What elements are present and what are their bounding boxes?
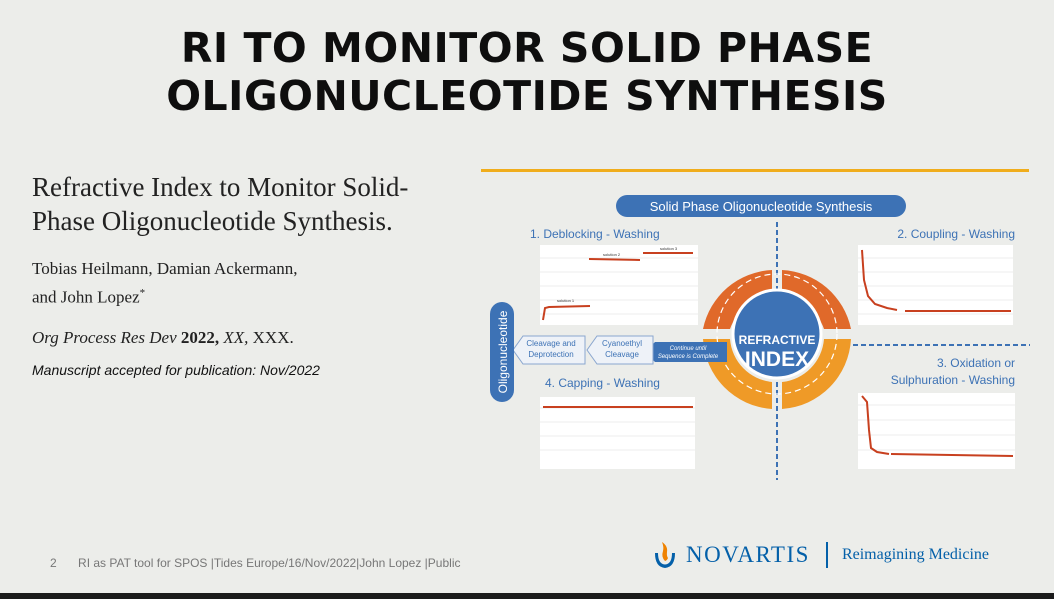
accent-rule (481, 169, 1029, 172)
continue-line2: Sequence is Complete (657, 354, 719, 360)
plot1-series-b (589, 259, 640, 260)
authors-line1: Tobias Heilmann, Damian Ackermann, (32, 259, 298, 278)
plot2-area (858, 245, 1013, 325)
solution-label-1: solution 1 (557, 298, 575, 303)
journal-name: Org Process Res Dev (32, 327, 177, 347)
footer-text: RI as PAT tool for SPOS |Tides Europe/16/Nov/2022|John Lopez |Public (78, 556, 461, 570)
novartis-logo (652, 537, 989, 573)
hub-label-line2: INDEX (744, 348, 810, 371)
step3-label-line1: 3. Oxidation or (936, 356, 1015, 370)
cleavage-line1: Cleavage and (526, 339, 576, 348)
slide-title-line1: RI TO MONITOR SOLID PHASE (180, 24, 874, 72)
solution-label-2: solution 2 (603, 252, 621, 257)
paper-title: Refractive Index to Monitor Solid-Phase Oligonucleotide Synthesis. (32, 172, 409, 236)
diagram-header: Solid Phase Oligonucleotide Synthesis (649, 199, 873, 214)
authors-line2: and John Lopez (32, 287, 140, 307)
journal-year: 2022, (180, 327, 220, 347)
plot-capping (540, 397, 695, 469)
corresponding-author-mark: * (139, 287, 146, 299)
journal-reference (32, 328, 462, 348)
accepted-note: Manuscript accepted for publication: Nov/2022 (32, 361, 320, 378)
journal-volume: XX, (223, 327, 249, 347)
cyanoethyl-line2: Cleavage (605, 350, 639, 359)
plot1-area (540, 245, 698, 325)
bottom-bar (0, 593, 1054, 599)
solution-label-3: solution 3 (660, 246, 678, 251)
novartis-flame-icon (652, 539, 678, 571)
plot3-area (858, 393, 1015, 469)
page-number: 2 (50, 556, 57, 570)
cleavage-line2: Deprotection (528, 350, 574, 359)
plot-deblocking (540, 245, 698, 325)
paper-authors (32, 256, 462, 310)
oligonucleotide-label: Oligonucleotide (496, 310, 510, 394)
plot-oxidation (858, 393, 1015, 469)
paper-citation (32, 170, 462, 378)
slide-title-line2: OLIGONUCLEOTIDE SYNTHESIS (166, 72, 888, 120)
hub-label-line1: REFRACTIVE (738, 333, 816, 347)
step2-label: 2. Coupling - Washing (897, 227, 1015, 241)
brand-name: NOVARTIS (686, 542, 810, 567)
step4-label: 4. Capping - Washing (545, 376, 660, 390)
logo-separator (826, 542, 828, 568)
step1-label: 1. Deblocking - Washing (530, 227, 660, 241)
spos-cycle-diagram (485, 190, 1030, 490)
plot-coupling (858, 245, 1013, 325)
slide-title (0, 24, 1054, 120)
journal-pages: XXX. (252, 327, 294, 347)
continue-line1: Continue until (669, 346, 707, 352)
step3-label-line2: Sulphuration - Washing (890, 373, 1015, 387)
cyanoethyl-line1: Cyanoethyl (601, 339, 643, 348)
brand-tagline: Reimagining Medicine (841, 546, 990, 563)
slide-footer (50, 556, 460, 570)
